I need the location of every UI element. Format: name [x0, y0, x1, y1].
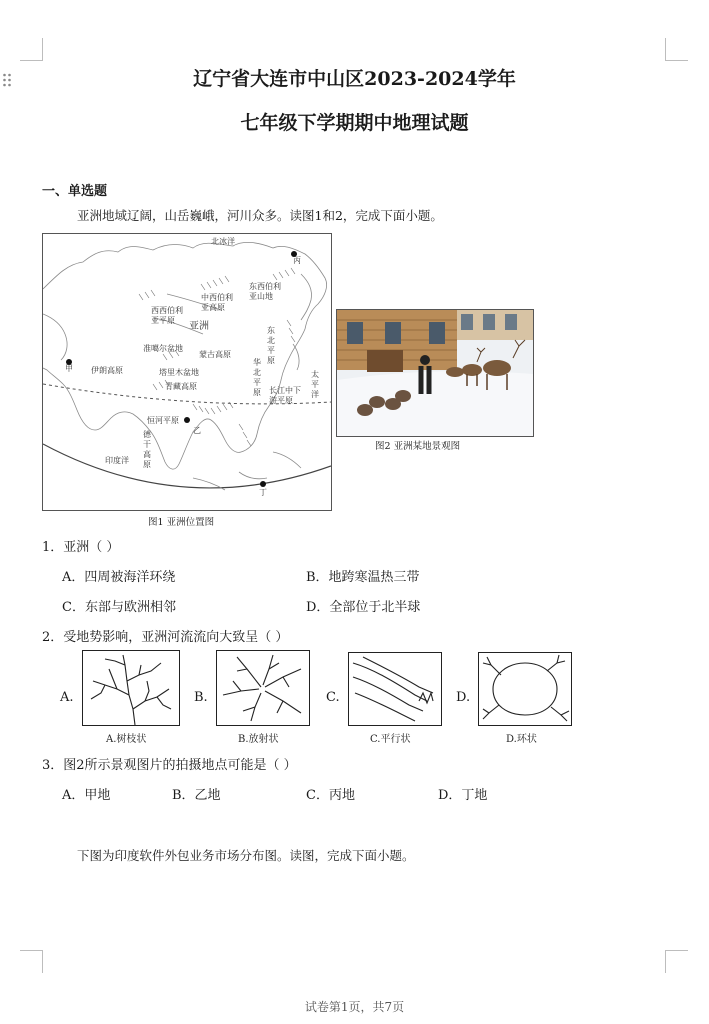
ring-caption: D.环状	[506, 734, 537, 745]
parallel-drawing	[349, 653, 441, 725]
question-3-option-c[interactable]: C．丙地	[306, 788, 355, 803]
figure2-caption: 图2 亚洲某地景观图	[375, 441, 461, 452]
map-label-east-siberia-2: 亚山地	[249, 292, 273, 301]
question-3-stem: 3．图2所示景观图片的拍摄地点可能是（ ）	[42, 758, 297, 773]
section-heading: 一、单选题	[42, 184, 108, 199]
ring-river-diagram[interactable]	[478, 652, 572, 726]
map-label-north-china-2: 北	[253, 368, 261, 377]
map-label-deccan-2: 干	[143, 440, 151, 449]
question-1-option-a[interactable]: A．四周被海洋环绕	[62, 570, 176, 585]
map-label-west-siberia-2: 亚平原	[151, 316, 175, 325]
question-3-option-d[interactable]: D．丁地	[438, 788, 488, 803]
crop-mark-bottom-right	[665, 950, 688, 973]
map-label-ganges: 恒河平原	[147, 416, 179, 425]
map-label-deccan-4: 原	[143, 460, 151, 469]
map-label-central-siberia-2: 亚高原	[201, 303, 225, 312]
landscape-drawing	[337, 310, 533, 436]
question-3-option-a[interactable]: A．甲地	[62, 788, 111, 803]
dendritic-caption: A.树枝状	[106, 734, 147, 745]
map-label-pacific-3: 洋	[311, 390, 319, 399]
crop-mark-top-right	[665, 38, 688, 61]
next-section-intro: 下图为印度软件外包业务市场分布图。读图，完成下面小题。	[77, 848, 415, 863]
question-3-option-b[interactable]: B．乙地	[172, 788, 221, 803]
question-2-option-b-letter[interactable]: B.	[194, 690, 208, 705]
map-label-tarim: 塔里木盆地	[159, 368, 199, 377]
map-label-north-ocean: 北冰洋	[211, 237, 235, 246]
map-label-tibet: 青藏高原	[165, 382, 197, 391]
radial-drawing	[217, 651, 309, 725]
parallel-river-diagram[interactable]	[348, 652, 442, 726]
ring-drawing	[479, 653, 571, 725]
map-label-central-siberia-1: 中西伯利	[201, 293, 233, 302]
map-label-west-siberia-1: 西西伯利	[151, 306, 183, 315]
question-1-option-d[interactable]: D．全部位于北半球	[306, 600, 421, 615]
map-label-mongolia: 蒙古高原	[199, 350, 231, 359]
page-title-line2: 七年级下学期期中地理试题	[240, 112, 469, 134]
parallel-caption: C.平行状	[370, 734, 411, 745]
map-label-ding: 丁	[259, 488, 267, 497]
map-label-iran: 伊朗高原	[91, 366, 123, 375]
question-2-stem: 2．受地势影响，亚洲河流流向大致呈（ ）	[42, 630, 289, 645]
question-1-option-c[interactable]: C．东部与欧洲相邻	[62, 600, 176, 615]
map-label-deccan-3: 高	[143, 450, 151, 459]
map-label-north-china-3: 平	[253, 378, 261, 387]
map-label-northeast-4: 原	[267, 356, 275, 365]
radial-caption: B.放射状	[238, 734, 279, 745]
radial-river-diagram[interactable]	[216, 650, 310, 726]
question-2-option-a-letter[interactable]: A.	[60, 690, 74, 705]
map-label-yi: 乙	[193, 426, 201, 435]
map-label-northeast-1: 东	[267, 326, 275, 335]
map-label-northeast-3: 平	[267, 346, 275, 355]
map-label-northeast-2: 北	[267, 336, 275, 345]
map-label-yangtze-1: 长江中下	[269, 386, 301, 395]
map-label-bing: 丙	[293, 256, 301, 265]
map-label-jia: 甲	[65, 364, 73, 373]
question-1-stem: 1．亚洲（ ）	[42, 540, 120, 555]
crop-mark-top-left	[20, 38, 43, 61]
dendritic-river-diagram[interactable]	[82, 650, 180, 726]
map-label-pacific-1: 太	[311, 370, 319, 379]
map-label-indian-ocean: 印度洋	[105, 456, 129, 465]
question-2-option-d-letter[interactable]: D.	[456, 690, 471, 705]
asia-map	[42, 233, 332, 511]
map-label-junggar: 准噶尔盆地	[143, 344, 183, 353]
map-label-pacific-2: 平	[311, 380, 319, 389]
map-label-north-china-4: 原	[253, 388, 261, 397]
question-1-option-b[interactable]: B．地跨寒温热三带	[306, 570, 420, 585]
page-title-line1: 辽宁省大连市中山区2023-2024学年	[193, 68, 516, 90]
map-label-deccan-1: 德	[143, 430, 151, 439]
map-label-asia: 亚洲	[189, 321, 209, 332]
page-footer: 试卷第1页，共7页	[304, 1000, 405, 1014]
crop-mark-bottom-left	[20, 950, 43, 973]
map-label-east-siberia-1: 东西伯利	[249, 282, 281, 291]
landscape-picture	[336, 309, 534, 437]
figure1-caption: 图1 亚洲位置图	[148, 517, 215, 528]
map-label-yangtze-2: 游平原	[269, 396, 293, 405]
question-2-option-c-letter[interactable]: C.	[326, 690, 340, 705]
map-label-north-china-1: 华	[253, 358, 261, 367]
dendritic-drawing	[83, 651, 179, 725]
section-intro: 亚洲地域辽阔，山岳巍峨，河川众多。读图1和2，完成下面小题。	[77, 208, 443, 223]
